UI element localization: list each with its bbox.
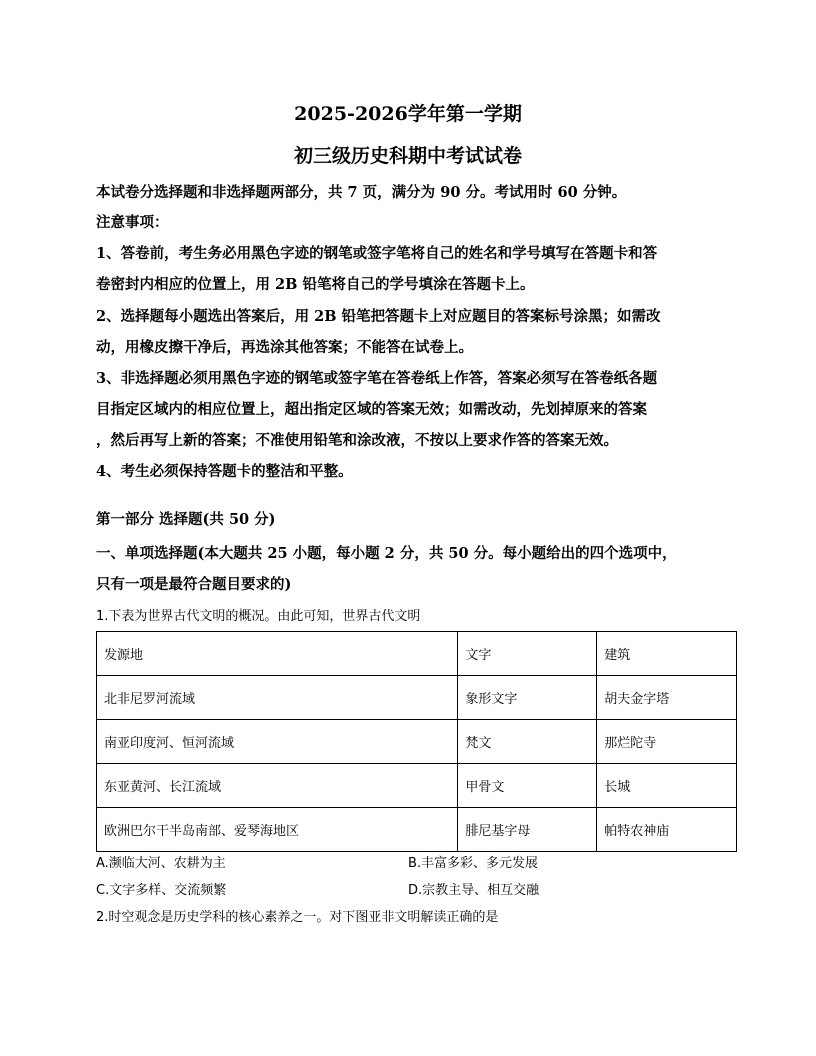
table-cell: 象形文字 — [458, 676, 597, 720]
table-header: 文字 — [458, 632, 597, 676]
exam-title: 初三级历史科期中考试试卷 — [293, 145, 522, 167]
option-b: B.丰富多彩、多元发展 — [408, 856, 539, 871]
year-title: 2025-2026学年第一学期 — [294, 103, 522, 125]
notice-heading: 注意事项： — [96, 214, 169, 231]
notice-line: 1、答卷前，考生务必用黑色字迹的钢笔或签字笔将自己的姓名和学号填写在答题卡和答 — [96, 245, 658, 262]
civilization-table — [96, 631, 737, 852]
table-header: 发源地 — [97, 632, 458, 676]
table-header-row — [97, 632, 737, 676]
table-cell: 东亚黄河、长江流域 — [97, 764, 458, 808]
exam-intro: 本试卷分选择题和非选择题两部分，共 7 页，满分为 90 分。考试用时 60 分钟。 — [96, 184, 627, 201]
notice-line: 动，用橡皮擦干净后，再选涂其他答案；不能答在试卷上。 — [96, 339, 473, 356]
table-cell: 甲骨文 — [458, 764, 597, 808]
table-cell: 腓尼基字母 — [458, 808, 597, 852]
option-a: A.濒临大河、农耕为主 — [96, 856, 226, 871]
table-cell: 长城 — [597, 764, 737, 808]
table-cell: 欧洲巴尔干半岛南部、爱琴海地区 — [97, 808, 458, 852]
notice-line: ，然后再写上新的答案；不准使用铅笔和涂改液，不按以上要求作答的答案无效。 — [96, 432, 618, 449]
question-2-stem: 2.时空观念是历史学科的核心素养之一。对下图亚非文明解读正确的是 — [96, 910, 499, 925]
option-c: C.文字多样、交流频繁 — [96, 883, 227, 898]
notice-line: 3、非选择题必须用黑色字迹的钢笔或签字笔在答卷纸上作答，答案必须写在答卷纸各题 — [96, 370, 658, 387]
table-header: 建筑 — [597, 632, 737, 676]
section-instruction: 只有一项是最符合题目要求的) — [96, 576, 292, 593]
table-cell: 那烂陀寺 — [597, 720, 737, 764]
option-d: D.宗教主导、相互交融 — [408, 883, 540, 898]
table-cell: 胡夫金字塔 — [597, 676, 737, 720]
table-row — [97, 764, 737, 808]
notice-line: 目指定区域内的相应位置上，超出指定区域的答案无效；如需改动，先划掉原来的答案 — [96, 401, 647, 418]
table-cell: 帕特农神庙 — [597, 808, 737, 852]
part1-title: 第一部分 选择题(共 50 分) — [96, 511, 276, 528]
notice-line: 卷密封内相应的位置上，用 2B 铅笔将自己的学号填涂在答题卡上。 — [96, 276, 535, 293]
table-row — [97, 720, 737, 764]
section-instruction: 一、单项选择题(本大题共 25 小题，每小题 2 分，共 50 分。每小题给出的四个选项中， — [96, 545, 677, 562]
table-cell: 北非尼罗河流域 — [97, 676, 458, 720]
table-cell: 梵文 — [458, 720, 597, 764]
notice-line: 2、选择题每小题选出答案后，用 2B 铅笔把答题卡上对应题目的答案标号涂黑；如需改 — [96, 308, 661, 325]
question-1-stem: 1.下表为世界古代文明的概况。由此可知，世界古代文明 — [96, 609, 421, 624]
table-cell: 南亚印度河、恒河流域 — [97, 720, 458, 764]
notice-line: 4、考生必须保持答题卡的整洁和平整。 — [96, 463, 353, 480]
table-row — [97, 808, 737, 852]
table-row — [97, 676, 737, 720]
